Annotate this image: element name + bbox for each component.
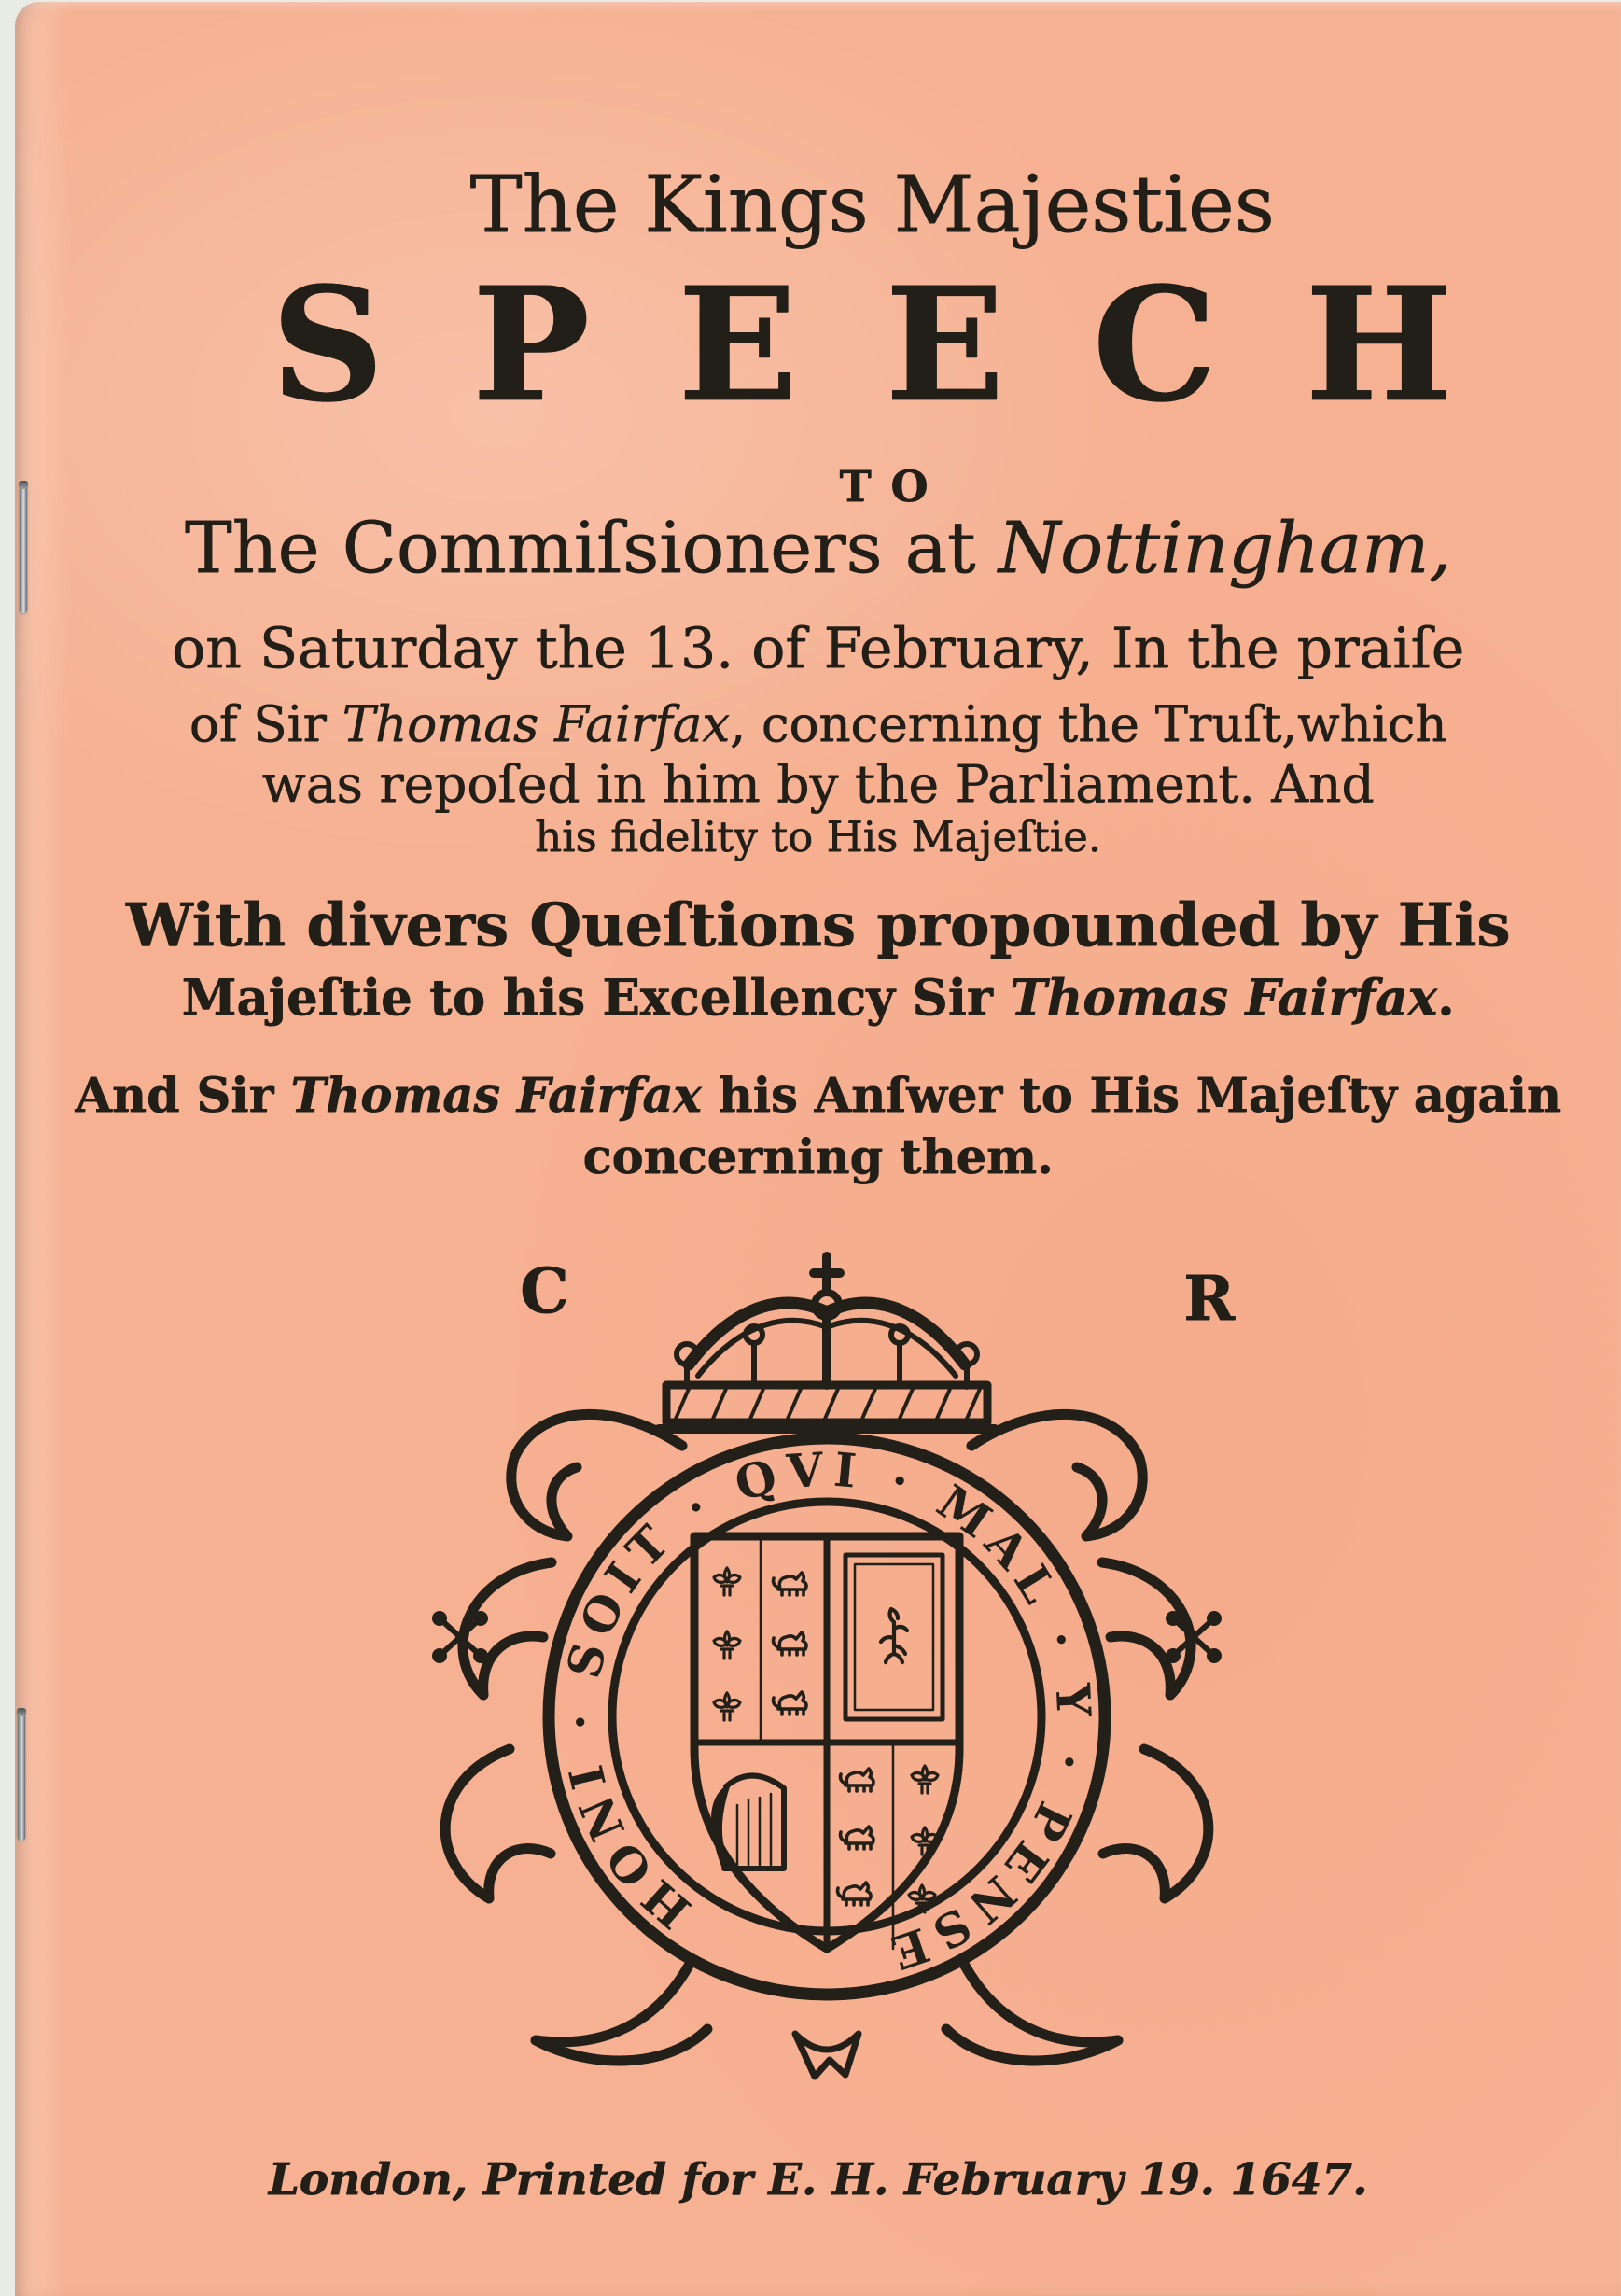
garter-motto-text: HONI · SOIT · QVI · MAL · Y · PENSE — [552, 1441, 1102, 1983]
thomas-fairfax-text-2: Thomas Fairfax — [1010, 969, 1437, 1027]
pamphlet-cover-paper — [15, 2, 1621, 2296]
thomas-fairfax-text-3: Thomas Fairfax — [290, 1068, 702, 1124]
of-sir-text: of Sir — [189, 696, 342, 753]
subtitle-excellency-line — [15, 969, 1621, 1027]
imprint-place: London, — [268, 2154, 468, 2205]
subtitle-questions-line: With divers Queſtions propounded by His — [125, 890, 1511, 960]
royal-coat-of-arms — [360, 1245, 1293, 2085]
title-date-line: on Saturday the 13. of February, In the praiſe — [171, 616, 1465, 681]
answer-line — [15, 1068, 1621, 1124]
title-to: TO — [839, 461, 948, 511]
title-fidelity-line: his fidelity to His Majeſtie. — [535, 812, 1101, 861]
period-text: . — [1437, 969, 1455, 1027]
title-commissioners-line — [15, 506, 1621, 589]
harp-icon — [713, 1775, 784, 1869]
staple-top — [20, 483, 27, 613]
answer-majesty-text: his Anſwer to His Majeſty again — [701, 1068, 1561, 1124]
commissioners-text: The Commiſsioners at — [184, 506, 999, 589]
royal-shield — [694, 1536, 959, 1949]
royal-initial-r: R — [1183, 1262, 1235, 1335]
answer-concerning-line: concerning them. — [582, 1129, 1054, 1185]
nottingham-text: Nottingham, — [998, 506, 1452, 589]
scotland-quarter — [845, 1555, 943, 1719]
staple-bottom — [18, 1710, 25, 1841]
title-parliament-line: was repoſed in him by the Parliament. And — [261, 754, 1375, 814]
imprint-rest: Printed for E. H. February 19. 1647. — [467, 2154, 1368, 2205]
concerning-trust-text: , concerning the Truſt,which — [730, 696, 1447, 753]
printer-imprint — [15, 2154, 1621, 2205]
thomas-fairfax-text: Thomas Fairfax — [342, 696, 730, 753]
crown-icon — [659, 1256, 995, 1429]
royal-initial-c: C — [520, 1254, 569, 1327]
title-speech: SPEECH — [271, 252, 1541, 437]
title-fairfax-line — [15, 696, 1621, 753]
majestie-excellency-text: Majeſtie to his Excellency Sir — [181, 969, 1011, 1027]
and-sir-text: And Sir — [75, 1068, 291, 1124]
title-line-kings-majesties: The Kings Majesties — [469, 159, 1275, 250]
